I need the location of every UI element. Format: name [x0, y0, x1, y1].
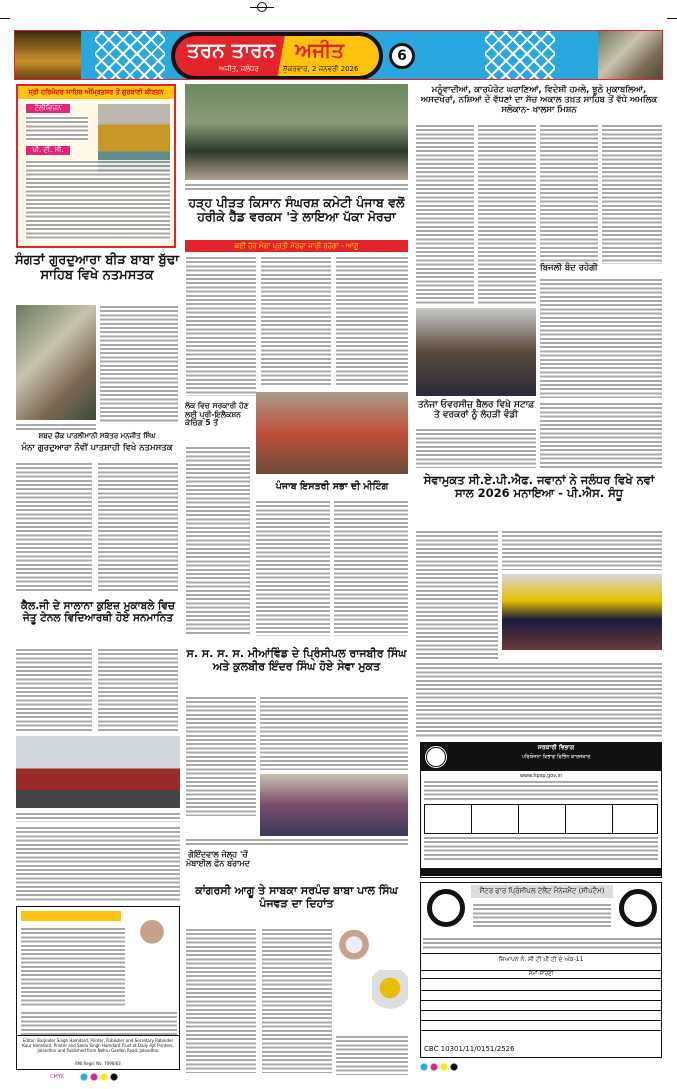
ad-footer	[421, 868, 661, 876]
diamond-pattern	[95, 31, 165, 80]
ptc-tag: ਪੀ. ਟੀ. ਸੀ.	[26, 146, 70, 155]
cmyk-label: CMYK	[50, 1074, 65, 1080]
obituary-box	[16, 906, 180, 1070]
ad-title: ਸਰਕਾਰੀ ਵਿਭਾਗ	[537, 744, 575, 751]
photo-caption	[185, 183, 408, 192]
story3-text-cont	[16, 826, 180, 902]
ciptem-advertisement	[420, 882, 662, 1058]
obituary-banner	[21, 911, 121, 921]
ad2-schedule: ਸਮਾਂ-ਸਾਰਣੀ	[421, 970, 661, 979]
story2-headline: ਮੰਨਾ ਗੁਰਦੁਆਰਾ ਨੌਵੀਂ ਪਾਤਸ਼ਾਹੀ ਵਿਖੇ ਨਤਮਸਤਕ	[21, 443, 173, 453]
retirement-text	[260, 696, 408, 770]
govt-advertisement	[420, 742, 662, 878]
story2-kicker: ਸ਼ਬਦ ਚੌਂਕ ਪਾਰਲੀਮਾਨੀ ਸਕੱਤਰ ਮਨਜੀਤ ਸਿੰਘ	[38, 432, 156, 440]
gurdwara-photo	[16, 305, 96, 420]
emblem-icon	[619, 889, 657, 927]
right-lead-text	[478, 124, 536, 304]
power-cut-text	[540, 402, 662, 468]
emblem-icon	[424, 745, 448, 769]
story1-text	[100, 305, 178, 423]
registration-mark	[257, 2, 267, 12]
ad-subtitle: ਪਰਿਯੋਜਨਾ ਵਿਭਾਗ ਵਿਭਿੰਨ ਕਾਰਜਕਾਰ	[521, 754, 591, 760]
obituary-headline: ਕਾਂਗਰਸੀ ਆਗੂ ਤੇ ਸਾਬਕਾ ਸਰਪੰਚ ਬਾਬਾ ਪਾਲ ਸਿੰਘ ਪੰਜਵੜ ਦਾ ਦਿਹਾਂਤ	[195, 884, 398, 910]
sabha-text	[334, 500, 408, 636]
story3-text	[16, 648, 92, 732]
ad-website: www.hpsp.gov.in	[519, 773, 563, 779]
story3-headline: ਕੈਲ.ਜੀ ਦੇ ਸਾਲਾਨਾ ਕੁਇਜ਼ ਮੁਕਾਬਲੇ ਵਿਚ ਜੇਤੂ ਟੇਨਲ ਵਿਦਿਆਰਥੀ ਹੋਏ ਸਨਮਾਨਿਤ	[20, 600, 176, 625]
lead-subhead: ਕਈ ਹੋਰ ਮੰਗਾਂ ਪ੍ਰਤੀ ਮੋਰਚਾ ਜਾਰੀ ਰਹੇਗਾ - ਆਗੂ	[185, 240, 408, 252]
lead-headline: ਹੜ੍ਹ ਪੀੜਤ ਕਿਸਾਨ ਸੰਘਰਸ਼ ਕਮੇਟੀ ਪੰਜਾਬ ਵਲੋਂ ਹਰੀਕੇ ਹੈੱਡ ਵਰਕਸ 'ਤੇ ਲਾਇਆ ਪੱਕਾ ਮੋਰਚਾ	[188, 195, 405, 225]
capf-text	[502, 530, 662, 570]
right-lead-text	[540, 124, 598, 264]
coaching-headline: ਲੋਕ ਵਿਚ ਸਰਕਾਰੀ ਹੋਣ ਲਈ ਪ੍ਰੀ-ਇਲੈਕਸ਼ਨ ਕੋਚਿੰਗ 5 ਤੋਂ	[185, 401, 249, 428]
lead-text	[186, 256, 256, 396]
imprint: Editor: Barjinder Singh Hamdard, Printer, Publisher and Secretary Rabinder Kaur Hamdard, Printer and Seelu Singh Hamdard Trust at Daily Ajit Printers, Jalandhar and Published from Nehru Garden Road, Jalandhar	[17, 1035, 179, 1056]
women-meeting-photo	[256, 392, 408, 474]
coaching-text	[186, 446, 250, 636]
photo-caption	[16, 423, 96, 431]
story1-headline: ਸੰਗਤਾਂ ਗੁਰਦੁਆਰਾ ਬੀੜ ਬਾਬਾ ਬੁੱਢਾ ਸਾਹਿਬ ਵਿਖੇ ਨਤਮਸਤਕ	[15, 253, 179, 283]
kirtan-text	[26, 116, 88, 142]
farmers-protest-photo	[185, 84, 408, 180]
edition-label: ਅਜੀਤ, ਜਲੰਧਰ	[219, 65, 259, 73]
story2-text	[16, 462, 92, 592]
ad2-ref: CBC 10301/11/0151/2526	[424, 1045, 515, 1053]
baba-pal-singh-photo	[336, 930, 372, 972]
ad2-text	[473, 903, 611, 929]
obituary-text	[262, 928, 332, 1073]
tarn-taran-sign-photo	[598, 31, 663, 80]
ad2-title: ਸੈਂਟਰ ਫਾਰ ਪ੍ਰਿੰਸੀਪਲ ਟੇਲੈਂਟ ਮੈਨੇਜਮੈਂਟ (ਸੀਪਟੈਮ)	[471, 885, 613, 898]
power-cut-headline: ਬਿਜਲੀ ਬੰਦ ਰਹੇਗੀ	[540, 263, 598, 273]
crop-mark	[0, 18, 10, 19]
ad-table	[424, 804, 658, 834]
kirtan-title: ਸ੍ਰੀ ਹਰਿਮੰਦਰ ਸਾਹਿਬ ਅੰਮ੍ਰਿਤਸਰ ਤੋਂ ਗੁਰਬਾਣੀ ਕੀਰਤਨ	[18, 86, 174, 99]
logo-pill	[171, 32, 383, 80]
ad2-table	[421, 981, 661, 1039]
masthead	[14, 30, 663, 80]
kirtan-box	[16, 84, 176, 248]
date-label: ਸ਼ੁੱਕਰਵਾਰ, 2 ਜਨਵਰੀ 2026	[283, 65, 359, 73]
golden-temple-photo	[15, 31, 81, 80]
taneja-text	[416, 428, 536, 468]
sabha-text	[256, 500, 330, 636]
ad-text	[424, 836, 658, 862]
ad-header	[421, 743, 661, 771]
page-number: 6	[389, 43, 415, 69]
color-dots	[420, 1063, 460, 1071]
obituary-text	[186, 928, 256, 1073]
lead-text	[261, 256, 331, 386]
photo-caption	[16, 812, 180, 822]
power-cut-text	[540, 278, 662, 398]
masthead-title-right: ਅਜੀਤ	[295, 38, 345, 62]
story3-text	[98, 648, 178, 732]
ad2-text	[423, 937, 661, 949]
color-dots	[80, 1073, 120, 1081]
obituary-portrait	[129, 911, 175, 963]
right-lead-text	[602, 124, 662, 264]
ad2-notice: ਜ਼ਿਆਪਨ ਨੰ. ਸੀ ਟੀ ਪੀ ਟੀ ਦੇ ਅੰਕ-11	[421, 953, 661, 964]
photo-caption	[186, 838, 408, 846]
capf-text	[416, 530, 498, 660]
kirtan-schedule-text	[26, 160, 170, 240]
rni-number: RNI Regd. No. 7096/63	[75, 1061, 121, 1066]
capf-group-photo	[502, 574, 662, 650]
masthead-title-left: ਤਰਨ ਤਾਰਨ	[187, 38, 276, 62]
story2-text	[98, 462, 178, 592]
ad-text	[424, 780, 658, 802]
right-lead-headline: ਮਨੂੰਵਾਦੀਆਂ, ਕਾਰਪੋਰੇਟ ਘਰਾਣਿਆਂ, ਵਿਦੇਸ਼ੀ ਹਮਲੇ, ਝੂਠੇ ਮੁਕਾਬਲਿਆਂ, ਅਸਦਖੋਰਾਂ, ਨਸ਼ਿਆਂ ਦੇ ਵੱਧਣਾਂ ਦਾ ਸੱਚ ਅਕਾਲ ਤਖ਼ਤ ਸਾਹਿਬ ਤੋਂ ਵੱਧੇ ਅਮਲਿਕ ਸਲੋਕਾਨ- ਖਾਲਸਾ ਮਿਸ਼ਨ	[420, 85, 658, 115]
elder-portrait	[372, 970, 408, 1030]
group-photo	[416, 308, 536, 396]
sabha-headline: ਪੰਜਾਬ ਇਸਤਰੀ ਸਭਾ ਦੀ ਮੀਟਿੰਗ	[275, 481, 389, 492]
jail-headline: ਗੋਇੰਦਵਾਲ ਜੇਲ੍ਹ 'ਚੋਂ ਮੋਬਾਈਲ ਫੋਨ ਬਰਾਮਦ	[186, 850, 250, 869]
right-lead-text	[416, 124, 474, 304]
retirement-photo	[260, 774, 408, 836]
lead-text	[336, 256, 408, 386]
taneja-headline: ਤਨੇਜਾ ਓਵਰਸੀਜ਼ ਬੈਲਰ ਵਿਖੇ ਸਟਾਫ਼ ਤੇ ਵਰਕਰਾਂ ਨੂੰ ਲੋਹੜੀ ਵੰਡੀ	[417, 400, 535, 421]
retirement-text	[186, 696, 256, 816]
obituary-text	[336, 1035, 408, 1075]
emblem-icon	[427, 889, 465, 927]
obituary-text	[21, 927, 125, 1007]
capf-headline: ਸੇਵਾਮੁਕਤ ਸੀ.ਏ.ਪੀ.ਐਫ. ਜਵਾਨਾਂ ਨੇ ਜਲੰਧਰ ਵਿਖੇ ਨਵਾਂ ਸਾਲ 2026 ਮਨਾਇਆ - ਪੀ.ਐਸ. ਸੰਧੂ	[423, 473, 655, 501]
obituary-text	[21, 1011, 177, 1037]
retirement-headline: ਸ. ਸ. ਸ. ਸ. ਮੀਆਂਵਿੰਡ ਦੇ ਪ੍ਰਿੰਸੀਪਲ ਰਾਜਬੀਰ ਸਿੰਘ ਅਤੇ ਕੁਲਬੀਰ ਇੰਦਰ ਸਿੰਘ ਹੋਏ ਸੇਵਾ ਮੁਕਤ	[186, 647, 407, 673]
capf-text	[416, 662, 662, 738]
students-bus-photo	[16, 736, 180, 808]
tv-tag: ਟੈਲੀਵਿਜ਼ਨ	[26, 104, 70, 113]
diamond-pattern	[485, 31, 555, 80]
crop-mark	[667, 18, 677, 19]
